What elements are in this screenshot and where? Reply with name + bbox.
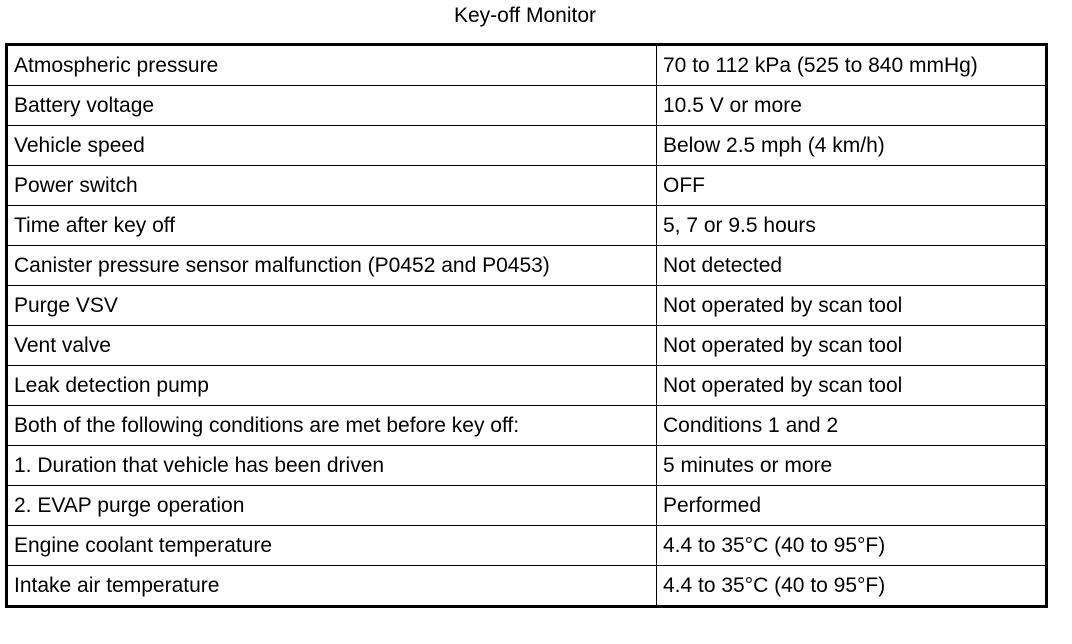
table-row [7, 406, 1047, 446]
item-cell: 2. EVAP purge operation [7, 486, 657, 526]
item-cell: Canister pressure sensor malfunction (P0452 and P0453) [7, 246, 657, 286]
item-cell: Intake air temperature [7, 566, 657, 607]
table-row [7, 45, 1047, 86]
condition-cell: Performed [657, 486, 1047, 526]
table-row [7, 566, 1047, 607]
table-row [7, 486, 1047, 526]
condition-cell: OFF [657, 166, 1047, 206]
table-row [7, 286, 1047, 326]
item-cell: Time after key off [7, 206, 657, 246]
item-cell: Both of the following conditions are met before key off: [7, 406, 657, 446]
condition-cell: 5, 7 or 9.5 hours [657, 206, 1047, 246]
item-cell: Atmospheric pressure [7, 45, 657, 86]
table-row [7, 526, 1047, 566]
condition-cell: Below 2.5 mph (4 km/h) [657, 126, 1047, 166]
condition-cell: Not detected [657, 246, 1047, 286]
table-title: Key-off Monitor [453, 4, 596, 27]
item-cell: Battery voltage [7, 86, 657, 126]
condition-cell: 70 to 112 kPa (525 to 840 mmHg) [657, 45, 1047, 86]
item-cell: Power switch [7, 166, 657, 206]
table-row [7, 246, 1047, 286]
table-row [7, 446, 1047, 486]
table-row [7, 206, 1047, 246]
key-off-monitor-table [5, 43, 1048, 608]
table-row [7, 126, 1047, 166]
item-cell: 1. Duration that vehicle has been driven [7, 446, 657, 486]
condition-cell: Not operated by scan tool [657, 326, 1047, 366]
item-cell: Leak detection pump [7, 366, 657, 406]
item-cell: Vent valve [7, 326, 657, 366]
table-row [7, 86, 1047, 126]
condition-cell: 4.4 to 35°C (40 to 95°F) [657, 566, 1047, 607]
table-row [7, 326, 1047, 366]
condition-cell: Conditions 1 and 2 [657, 406, 1047, 446]
condition-cell: Not operated by scan tool [657, 366, 1047, 406]
table-row [7, 366, 1047, 406]
item-cell: Engine coolant temperature [7, 526, 657, 566]
condition-cell: 10.5 V or more [657, 86, 1047, 126]
item-cell: Vehicle speed [7, 126, 657, 166]
item-cell: Purge VSV [7, 286, 657, 326]
condition-cell: 4.4 to 35°C (40 to 95°F) [657, 526, 1047, 566]
condition-cell: 5 minutes or more [657, 446, 1047, 486]
condition-cell: Not operated by scan tool [657, 286, 1047, 326]
table-row [7, 166, 1047, 206]
